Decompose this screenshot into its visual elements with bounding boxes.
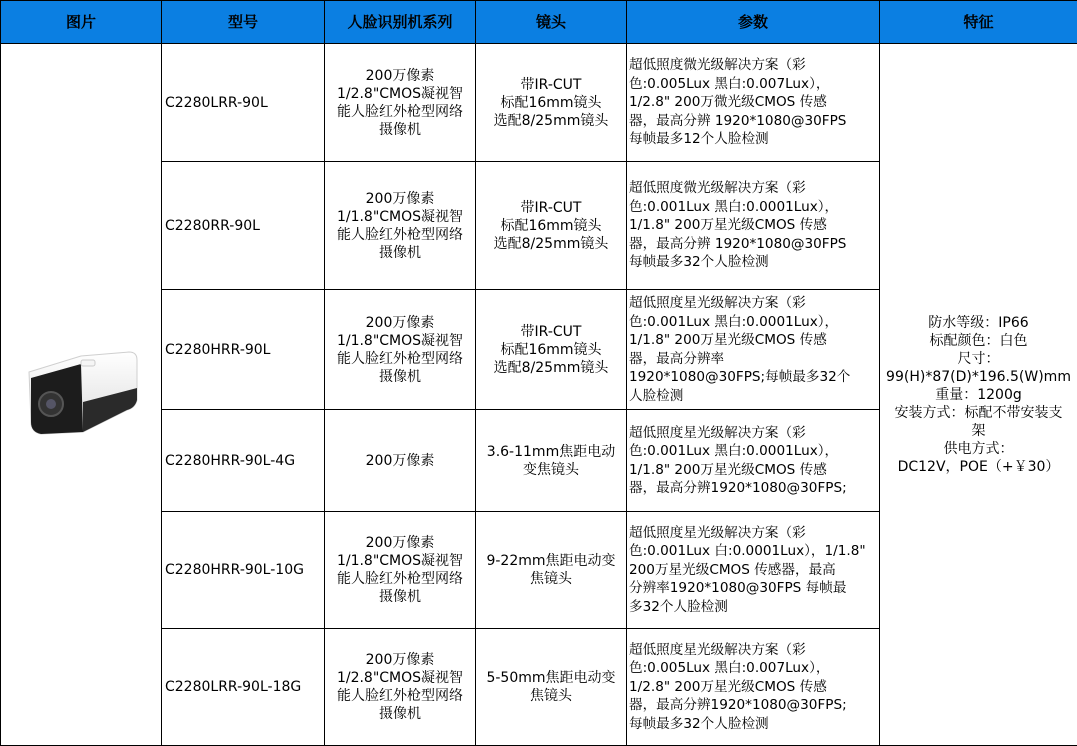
lens-cell-line: 焦镜头 <box>478 687 624 705</box>
params-cell <box>627 44 880 162</box>
series-cell <box>325 512 476 629</box>
lens-cell-line: 9-22mm焦距电动变 <box>478 552 624 570</box>
series-cell-line: 摄像机 <box>327 705 473 723</box>
header-row <box>1 1 1077 44</box>
series-cell-line: 200万像素 <box>327 534 473 552</box>
lens-cell-line: 标配16mm镜头 <box>478 341 624 359</box>
params-cell-line: 色:0.005Lux 黑白:0.007Lux）， <box>629 75 877 94</box>
lens-cell <box>476 629 627 746</box>
params-cell-line: 1/1.8" 200万星光级CMOS 传感 <box>629 331 877 350</box>
params-cell-line: 超低照度星光级解决方案（彩 <box>629 524 877 543</box>
series-cell-line: 1/1.8"CMOS凝视智 <box>327 208 473 226</box>
series-cell-line: 能人脸红外枪型网络 <box>327 687 473 705</box>
series-cell-line: 能人脸红外枪型网络 <box>327 103 473 121</box>
model-cell: C2280LRR-90L <box>162 44 325 162</box>
params-cell-line: 器，最高分辨 1920*1080@30FPS <box>629 235 877 254</box>
series-cell-line: 1/1.8"CMOS凝视智 <box>327 332 473 350</box>
series-cell-line: 200万像素 <box>327 314 473 332</box>
params-cell-line: 色:0.001Lux 黑白:0.0001Lux）， <box>629 198 877 217</box>
features-cell-line: 防水等级：IP66 <box>882 314 1075 332</box>
series-cell <box>325 44 476 162</box>
header-features: 特征 <box>880 1 1077 44</box>
params-cell-line: 1/2.8" 200万星光级CMOS 传感 <box>629 678 877 697</box>
features-cell-line: DC12V，POE（+￥30） <box>882 458 1075 476</box>
params-cell-line: 色:0.001Lux 黑白:0.0001Lux）， <box>629 313 877 332</box>
model-cell: C2280HRR-90L-10G <box>162 512 325 629</box>
lens-cell-line: 5-50mm焦距电动变 <box>478 669 624 687</box>
params-cell-line: 人脸检测 <box>629 387 877 406</box>
header-picture: 图片 <box>1 1 162 44</box>
series-cell-line: 能人脸红外枪型网络 <box>327 226 473 244</box>
series-cell-line: 200万像素 <box>327 651 473 669</box>
lens-cell <box>476 410 627 512</box>
series-cell-line: 200万像素 <box>327 190 473 208</box>
params-cell-line: 每帧最多12个人脸检测 <box>629 130 877 149</box>
series-cell-line: 能人脸红外枪型网络 <box>327 350 473 368</box>
series-cell <box>325 290 476 410</box>
series-cell <box>325 410 476 512</box>
lens-cell-line: 变焦镜头 <box>478 461 624 479</box>
params-cell-line: 多32个人脸检测 <box>629 598 877 617</box>
params-cell-line: 器，最高分辨率 <box>629 350 877 369</box>
series-cell <box>325 162 476 290</box>
params-cell-line: 超低照度星光级解决方案（彩 <box>629 424 877 443</box>
params-cell <box>627 512 880 629</box>
features-cell-line: 安装方式：标配不带安装支 <box>882 404 1075 422</box>
lens-cell <box>476 162 627 290</box>
lens-cell-line: 带IR-CUT <box>478 76 624 94</box>
lens-cell-line: 带IR-CUT <box>478 323 624 341</box>
header-params: 参数 <box>627 1 880 44</box>
lens-cell-line: 标配16mm镜头 <box>478 94 624 112</box>
params-cell-line: 超低照度微光级解决方案（彩 <box>629 179 877 198</box>
lens-cell-line: 焦镜头 <box>478 570 624 588</box>
params-cell <box>627 162 880 290</box>
params-cell-line: 超低照度星光级解决方案（彩 <box>629 641 877 660</box>
series-cell-line: 200万像素 <box>327 67 473 85</box>
lens-cell-line: 3.6-11mm焦距电动 <box>478 443 624 461</box>
params-cell-line: 器，最高分辨1920*1080@30FPS; <box>629 479 877 498</box>
params-cell-line: 1/1.8" 200万星光级CMOS 传感 <box>629 216 877 235</box>
series-cell-line: 1/2.8"CMOS凝视智 <box>327 669 473 687</box>
series-cell-line: 摄像机 <box>327 244 473 262</box>
series-cell-line: 1/2.8"CMOS凝视智 <box>327 85 473 103</box>
params-cell <box>627 629 880 746</box>
features-cell-line: 标配颜色：白色 <box>882 332 1075 350</box>
params-cell-line: 器，最高分辨 1920*1080@30FPS <box>629 112 877 131</box>
features-cell-line: 供电方式： <box>882 440 1075 458</box>
features-cell-line: 99(H)*87(D)*196.5(W)mm <box>882 368 1075 386</box>
series-cell-line: 摄像机 <box>327 588 473 606</box>
series-cell-line: 摄像机 <box>327 368 473 386</box>
lens-cell-line: 标配16mm镜头 <box>478 217 624 235</box>
header-model: 型号 <box>162 1 325 44</box>
features-cell <box>880 44 1077 746</box>
params-cell-line: 超低照度微光级解决方案（彩 <box>629 56 877 75</box>
header-series: 人脸识别机系列 <box>325 1 476 44</box>
lens-cell-line: 带IR-CUT <box>478 199 624 217</box>
header-lens: 镜头 <box>476 1 627 44</box>
model-cell: C2280LRR-90L-18G <box>162 629 325 746</box>
params-cell-line: 每帧最多32个人脸检测 <box>629 253 877 272</box>
params-cell-line: 1/2.8" 200万微光级CMOS 传感 <box>629 93 877 112</box>
bullet-camera-image <box>21 342 141 442</box>
params-cell-line: 每帧最多32个人脸检测 <box>629 715 877 734</box>
params-cell <box>627 290 880 410</box>
params-cell-line: 色:0.001Lux 黑白:0.0001Lux）， <box>629 442 877 461</box>
lens-cell-line: 选配8/25mm镜头 <box>478 112 624 130</box>
params-cell-line: 色:0.005Lux 黑白:0.007Lux）， <box>629 659 877 678</box>
series-cell-line: 能人脸红外枪型网络 <box>327 570 473 588</box>
params-cell-line: 超低照度星光级解决方案（彩 <box>629 294 877 313</box>
series-cell-line: 1/1.8"CMOS凝视智 <box>327 552 473 570</box>
model-cell: C2280HRR-90L-4G <box>162 410 325 512</box>
params-cell-line: 200万星光级CMOS 传感器，最高 <box>629 561 877 580</box>
lens-cell <box>476 290 627 410</box>
table-row <box>1 44 1077 162</box>
params-cell-line: 器，最高分辨1920*1080@30FPS; <box>629 696 877 715</box>
series-cell <box>325 629 476 746</box>
lens-cell <box>476 44 627 162</box>
params-cell <box>627 410 880 512</box>
params-cell-line: 分辨率1920*1080@30FPS 每帧最 <box>629 579 877 598</box>
series-cell-line: 200万像素 <box>327 452 473 470</box>
camera-image-cell <box>1 44 162 746</box>
lens-cell-line: 选配8/25mm镜头 <box>478 235 624 253</box>
model-cell: C2280HRR-90L <box>162 290 325 410</box>
lens-cell-line: 选配8/25mm镜头 <box>478 359 624 377</box>
features-cell-line: 架 <box>882 422 1075 440</box>
params-cell-line: 1/1.8" 200万星光级CMOS 传感 <box>629 461 877 480</box>
features-cell-line: 尺寸： <box>882 350 1075 368</box>
model-cell: C2280RR-90L <box>162 162 325 290</box>
lens-cell <box>476 512 627 629</box>
features-cell-line: 重量：1200g <box>882 386 1075 404</box>
params-cell-line: 色:0.001Lux 白:0.0001Lux），1/1.8" <box>629 542 877 561</box>
series-cell-line: 摄像机 <box>327 121 473 139</box>
params-cell-line: 1920*1080@30FPS;每帧最多32个 <box>629 368 877 387</box>
